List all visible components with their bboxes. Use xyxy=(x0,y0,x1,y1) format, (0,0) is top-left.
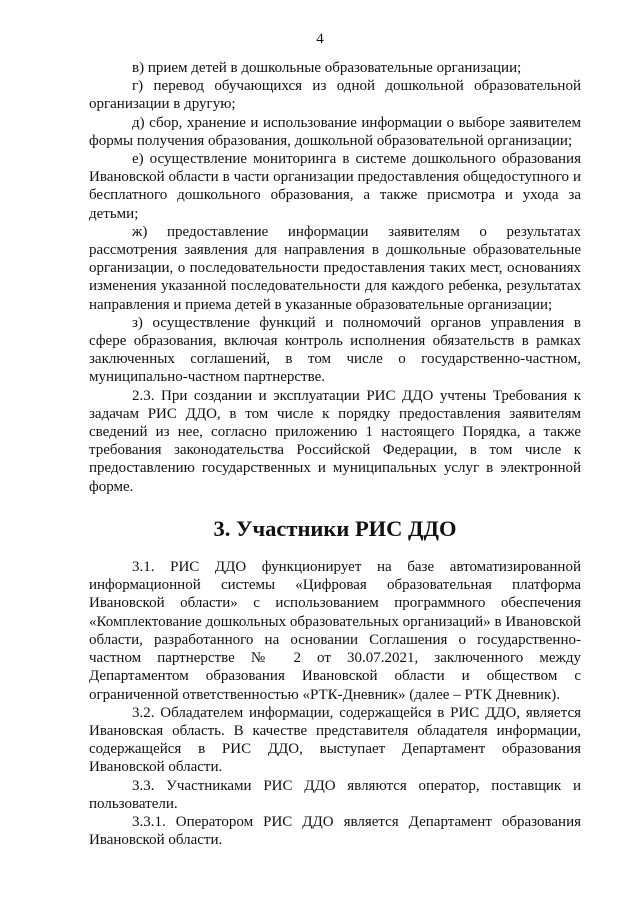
list-item-zh: ж) предоставление информации заявителям о результатах рассмотрения заявления для направления в дошкольные образовательные организации, о последовательности предоставления таких мест, основаниях изменения указанной последовательности для каждого ребенка, результатах направления и приема детей в указанные образовательные организации; xyxy=(89,223,581,313)
paragraph-3-3-1: 3.3.1. Оператором РИС ДДО является Департамент образования Ивановской области. xyxy=(89,813,581,849)
list-item-d: д) сбор, хранение и использование информации о выборе заявителем формы получения образования, дошкольной образовательной организации; xyxy=(89,114,581,149)
paragraph-3-2: 3.2. Обладателем информации, содержащейся в РИС ДДО, является Ивановская область. В качестве представителя обладателя информации, содержащейся в РИС ДДО, выступает Департамент образования Ивановской области. xyxy=(89,704,581,776)
list-item-e: е) осуществление мониторинга в системе дошкольного образования Ивановской области в части организации предоставления общедоступного и бесплатного дошкольного образования, а также присмотра и ухода за детьми; xyxy=(89,151,581,222)
section-heading: 3. Участники РИС ДДО xyxy=(213,515,457,541)
paragraph-3-1: 3.1. РИС ДДО функционирует на базе автоматизированной информационной системы «Цифровая образовательная платформа Ивановской области» с использованием программного обеспечения «Комплектование дошкольных образовательных организаций» в Ивановской области, разработанного на основании Соглашения о государственно-частном партнерстве № 2 от 30.07.2021, заключенного между Департаментом образования Ивановской области и обществом с ограниченной ответственностью «РТК-Дневник» (далее – РТК Дневник). xyxy=(89,559,581,703)
list-item-v: в) прием детей в дошкольные образовательные организации; xyxy=(132,60,522,76)
paragraph-3-3: 3.3. Участниками РИС ДДО являются оператор, поставщик и пользователи. xyxy=(89,777,581,812)
page-number: 4 xyxy=(316,31,324,47)
list-item-g: г) перевод обучающихся из одной дошкольной образовательной организации в другую; xyxy=(89,78,581,113)
document-body xyxy=(89,59,581,849)
list-item-z: з) осуществление функций и полномочий органов управления в сфере образования, включая контроль исполнения обязательств в рамках заключенных соглашений, в том числе о государственно-частном, муниципально-частном партнерстве. xyxy=(89,314,581,386)
paragraph-2-3: 2.3. При создании и эксплуатации РИС ДДО учтены Требования к задачам РИС ДДО, в том числе к порядку предоставления заявителям сведений из нее, согласно приложению 1 настоящего Порядка, а также требования законодательства Российской Федерации, в том числе к предоставлению государственных и муниципальных услуг в электронной форме. xyxy=(89,387,581,495)
